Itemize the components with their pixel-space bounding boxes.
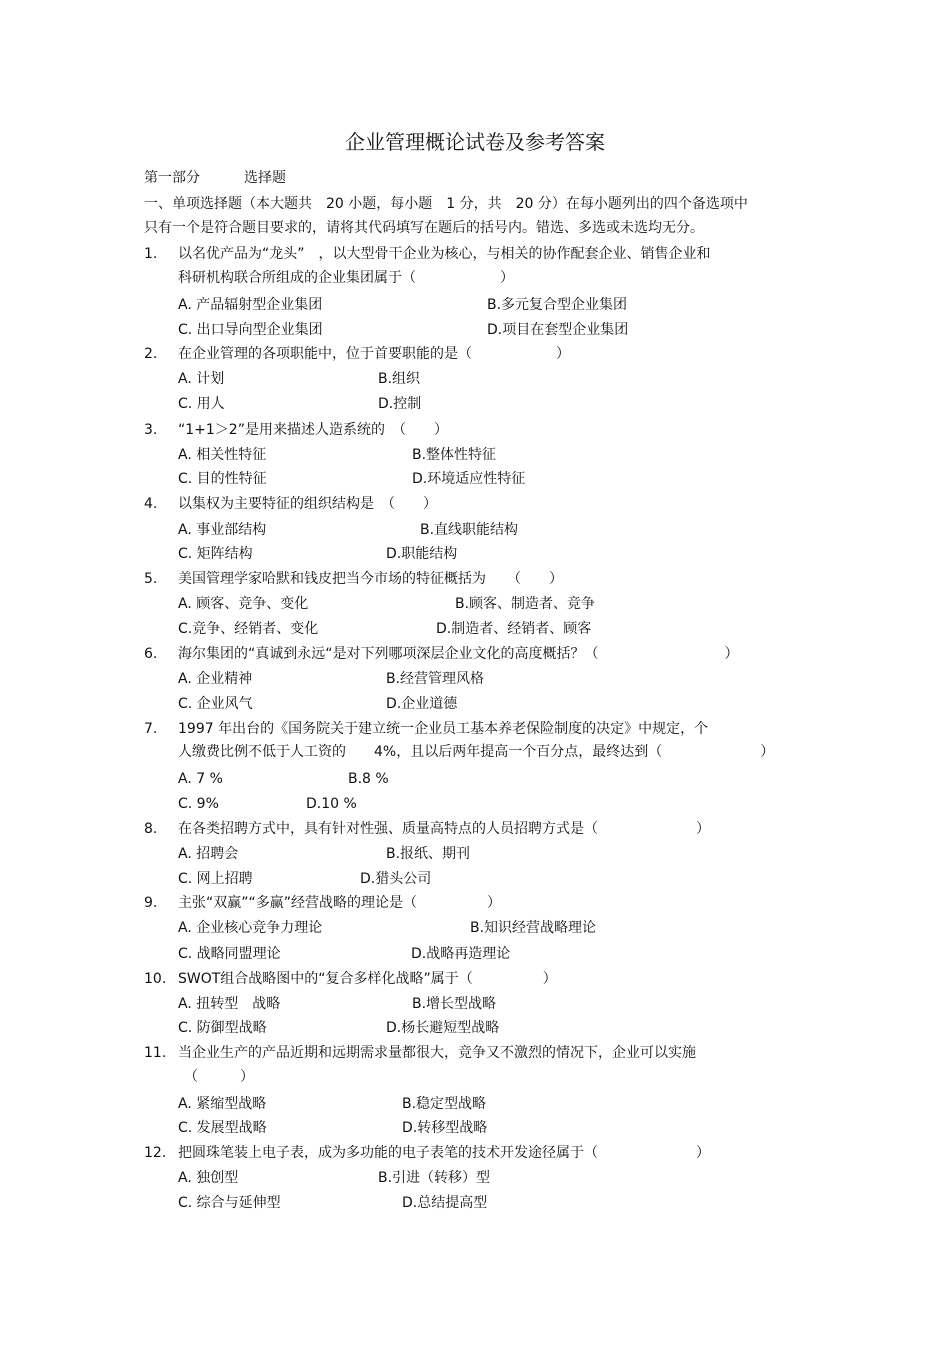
question-text: “1+1＞2”是用来描述人造系统的 （ ）	[178, 422, 448, 438]
option-text: B.报纸、期刊	[386, 846, 471, 862]
question-number: 2.	[144, 346, 158, 362]
question-text: 以集权为主要特征的组织结构是 （ ）	[178, 496, 437, 512]
question-number: 1.	[144, 246, 158, 262]
option-text: B.直线职能结构	[420, 522, 519, 538]
option-text: D.职能结构	[386, 546, 458, 562]
question-number: 7.	[144, 721, 158, 737]
instruction-line: 一、单项选择题（本大题共 20 小题，每小题 1 分，共 20 分）在每小题列出的四个备选项中	[144, 196, 748, 212]
option-text: D.总结提高型	[402, 1195, 488, 1211]
question-number: 10.	[144, 971, 167, 987]
option-text: D.制造者、经销者、顾客	[436, 621, 592, 637]
option-text: D.10 %	[306, 796, 357, 812]
option-text: A. 独创型	[178, 1170, 239, 1186]
option-text: C. 发展型战略	[178, 1120, 267, 1136]
option-text: C. 目的性特征	[178, 471, 267, 487]
option-text: A. 计划	[178, 371, 225, 387]
question-text: SWOT组合战略图中的“复合多样化战略”属于（ ）	[178, 971, 557, 987]
question-text: 主张“双赢”“多赢”经营战略的理论是（ ）	[178, 895, 502, 911]
option-text: C. 企业风气	[178, 696, 253, 712]
option-text: D.控制	[378, 396, 422, 412]
option-text: A. 7 %	[178, 771, 223, 787]
option-text: C. 网上招聘	[178, 871, 253, 887]
option-text: C. 出口导向型企业集团	[178, 322, 323, 338]
question-number: 12.	[144, 1145, 167, 1161]
option-text: D.战略再造理论	[411, 946, 511, 962]
question-number: 8.	[144, 821, 158, 837]
question-number: 6.	[144, 646, 158, 662]
option-text: A. 招聘会	[178, 846, 239, 862]
option-text: B.稳定型战略	[402, 1096, 487, 1112]
option-text: A. 企业精神	[178, 671, 253, 687]
option-text: B.顾客、制造者、竞争	[455, 596, 596, 612]
question-text: 人缴费比例不低于人工资的 4%，且以后两年提高一个百分点，最终达到（ ）	[178, 744, 775, 760]
option-text: D.猎头公司	[360, 871, 432, 887]
option-text: C. 9%	[178, 796, 219, 812]
option-text: A. 扭转型 战略	[178, 996, 281, 1012]
question-text: 把圆珠笔装上电子表，成为多功能的电子表笔的技术开发途径属于（ ）	[178, 1145, 710, 1161]
question-text: 在企业管理的各项职能中，位于首要职能的是（ ）	[178, 346, 570, 362]
question-number: 9.	[144, 895, 158, 911]
question-text: 以名优产品为“龙头” ，以大型骨干企业为核心，与相关的协作配套企业、销售企业和	[178, 246, 711, 262]
option-text: B.引进（转移）型	[378, 1170, 491, 1186]
option-text: B.多元复合型企业集团	[487, 297, 628, 313]
question-text: （ ）	[184, 1069, 254, 1085]
question-text: 科研机构联合所组成的企业集团属于（ ）	[178, 270, 514, 286]
option-text: B.知识经营战略理论	[470, 920, 597, 936]
part-name: 选择题	[244, 170, 286, 186]
option-text: C. 防御型战略	[178, 1020, 267, 1036]
option-text: C.竞争、经销者、变化	[178, 621, 319, 637]
option-text: A. 相关性特征	[178, 447, 267, 463]
question-text: 美国管理学家哈默和钱皮把当今市场的特征概括为 （ ）	[178, 571, 563, 587]
option-text: D.杨长避短型战略	[386, 1020, 500, 1036]
option-text: B.整体性特征	[412, 447, 497, 463]
instruction-line: 只有一个是符合题目要求的，请将其代码填写在题后的括号内。错选、多选或未选均无分。	[144, 220, 704, 236]
part-label: 第一部分	[144, 170, 200, 186]
option-text: B.8 %	[348, 771, 389, 787]
option-text: C. 矩阵结构	[178, 546, 253, 562]
question-number: 3.	[144, 422, 158, 438]
question-text: 在各类招聘方式中，具有针对性强、质量高特点的人员招聘方式是（ ）	[178, 821, 710, 837]
question-number: 4.	[144, 496, 158, 512]
option-text: C. 战略同盟理论	[178, 946, 281, 962]
option-text: C. 综合与延伸型	[178, 1195, 281, 1211]
option-text: A. 紧缩型战略	[178, 1096, 267, 1112]
option-text: B.增长型战略	[412, 996, 497, 1012]
option-text: A. 企业核心竞争力理论	[178, 920, 323, 936]
question-text: 当企业生产的产品近期和远期需求量都很大，竞争又不激烈的情况下，企业可以实施	[178, 1045, 696, 1061]
question-text: 海尔集团的“真诚到永远“是对下列哪项深层企业文化的高度概括？（ ）	[178, 646, 739, 662]
option-text: A. 事业部结构	[178, 522, 267, 538]
option-text: A. 产品辐射型企业集团	[178, 297, 323, 313]
option-text: B.组织	[378, 371, 421, 387]
question-text: 1997 年出台的《国务院关于建立统一企业员工基本养老保险制度的决定》中规定，个	[178, 721, 709, 737]
question-number: 11.	[144, 1045, 167, 1061]
option-text: D.环境适应性特征	[412, 471, 526, 487]
option-text: D.转移型战略	[402, 1120, 488, 1136]
option-text: D.企业道德	[386, 696, 458, 712]
option-text: B.经营管理风格	[386, 671, 485, 687]
page-title: 企业管理概论试卷及参考答案	[345, 130, 605, 154]
question-number: 5.	[144, 571, 158, 587]
option-text: A. 顾客、竞争、变化	[178, 596, 309, 612]
option-text: D.项目在套型企业集团	[487, 322, 629, 338]
option-text: C. 用人	[178, 396, 225, 412]
